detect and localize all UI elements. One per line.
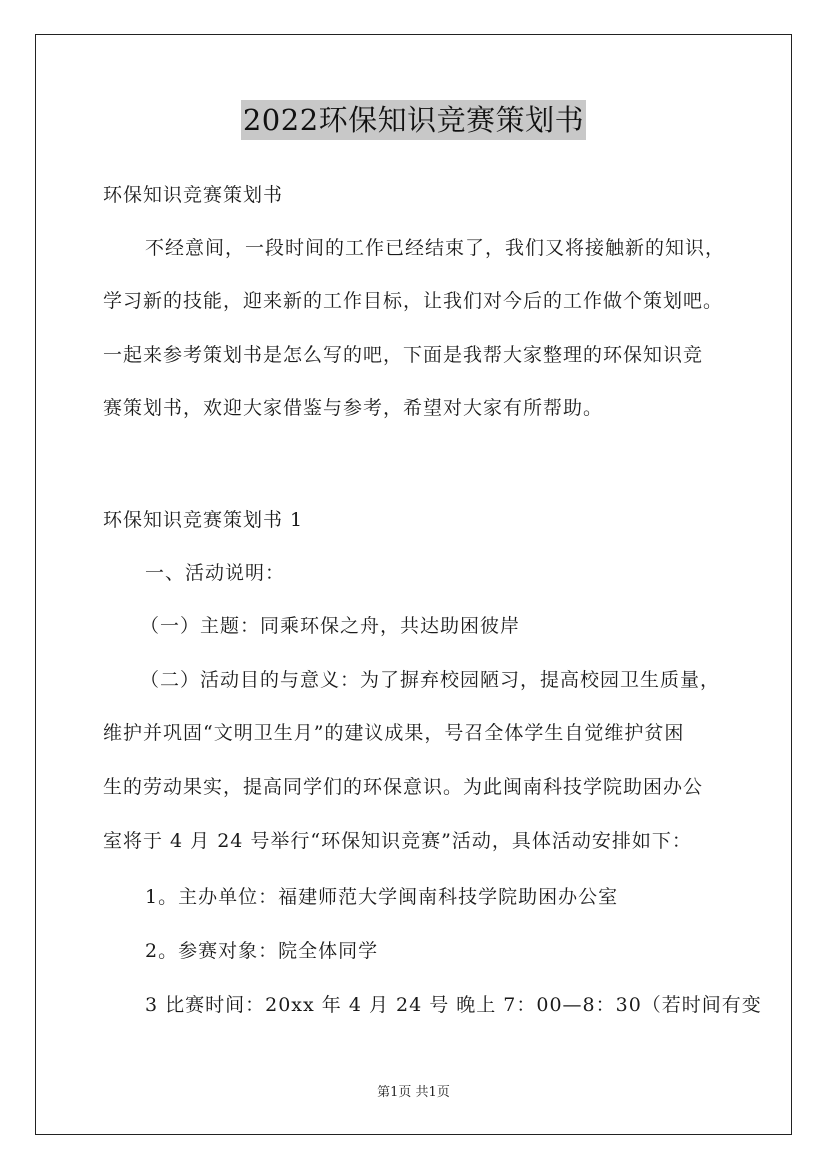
item-organizer: 1。主办单位：福建师范大学闽南科技学院助困办公室 (145, 886, 619, 908)
page-footer: 第1页 共1页 (377, 1085, 450, 1100)
purpose-line-4: 室将于 4 月 24 号举行“环保知识竞赛”活动，具体活动安排如下： (103, 830, 692, 852)
activity-heading: 一、活动说明： (145, 562, 286, 584)
document-title: 2022环保知识竞赛策划书 (241, 100, 586, 140)
intro-line-2: 学习新的技能，迎来新的工作目标，让我们对今后的工作做个策划吧。 (103, 290, 724, 312)
intro-line-4: 赛策划书，欢迎大家借鉴与参考，希望对大家有所帮助。 (103, 397, 604, 419)
purpose-line-2: 维护并巩固“文明卫生月”的建议成果，号召全体学生自觉维护贫困 (103, 722, 685, 744)
purpose-line-3: 生的劳动果实，提高同学们的环保意识。为此闽南科技学院助困办公 (103, 776, 704, 798)
intro-line-3: 一起来参考策划书是怎么写的吧，下面是我帮大家整理的环保知识竞 (103, 344, 704, 366)
section-heading: 环保知识竞赛策划书 1 (103, 509, 304, 531)
theme-line: （一）主题：同乘环保之舟，共达助困彼岸 (140, 615, 521, 637)
document-subtitle: 环保知识竞赛策划书 (103, 184, 284, 206)
intro-line-1: 不经意间，一段时间的工作已经结束了，我们又将接触新的知识， (145, 237, 726, 259)
purpose-line-1: （二）活动目的与意义：为了摒弃校园陋习，提高校园卫生质量， (140, 669, 721, 691)
item-participants: 2。参赛对象：院全体同学 (145, 940, 379, 962)
item-time: 3 比赛时间：20xx 年 4 月 24 号 晚上 7：00—8：30（若时间有变 (145, 994, 762, 1016)
title-container (0, 100, 827, 140)
